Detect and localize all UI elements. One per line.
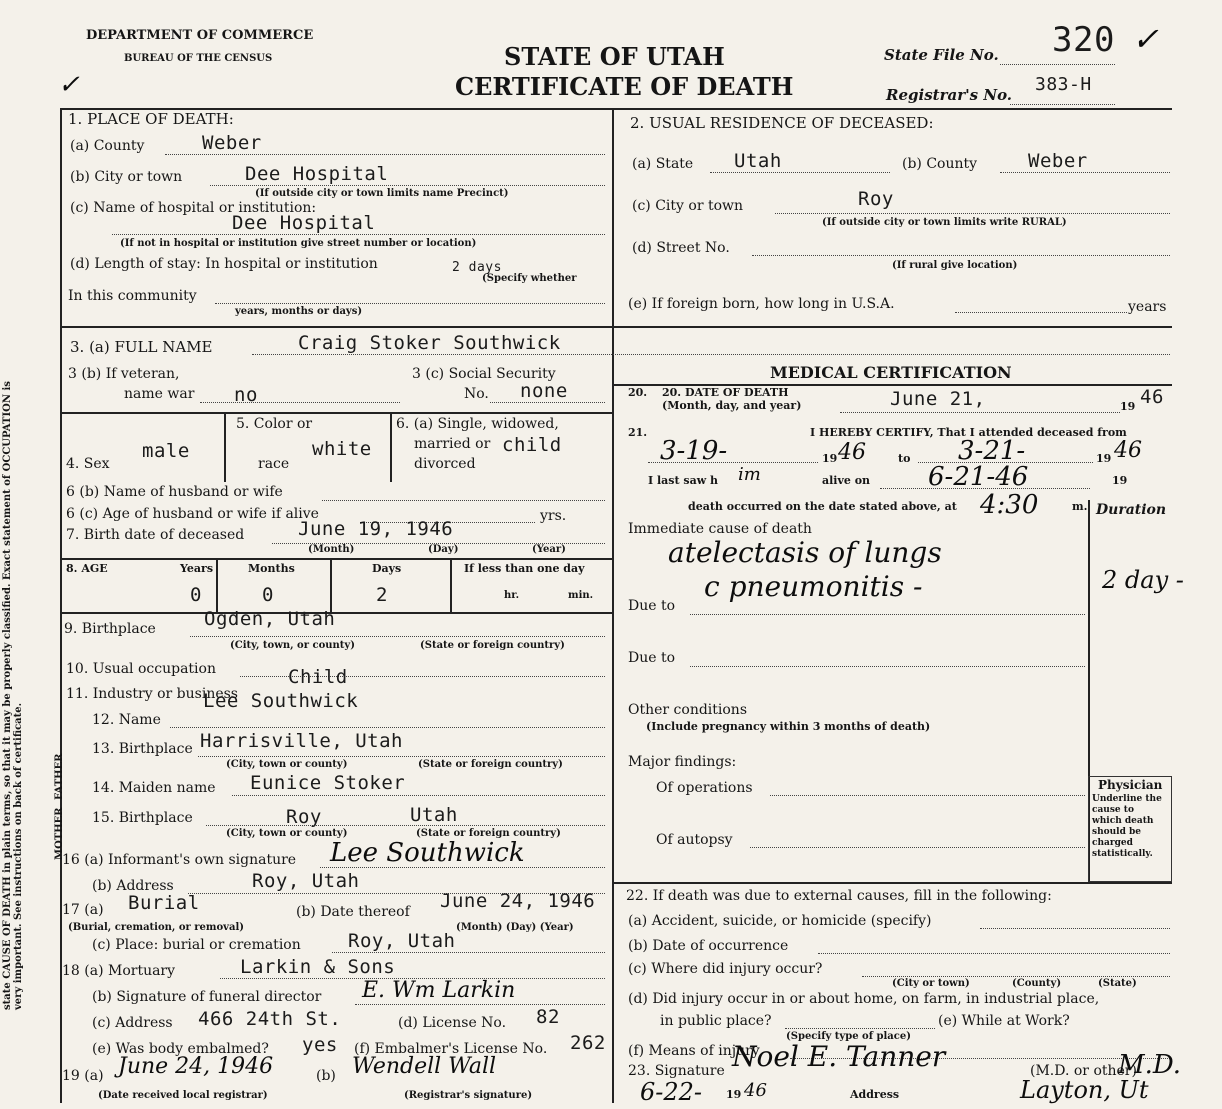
- mother-maiden-label: 14. Maiden name: [92, 780, 216, 796]
- physician-title: Physician: [1098, 778, 1163, 792]
- place-county-value: Weber: [202, 132, 262, 154]
- mortuary-address-label: (c) Address: [92, 1015, 173, 1031]
- autopsy-label: Of autopsy: [656, 832, 733, 848]
- age-label: 8. AGE: [66, 562, 108, 575]
- side-line-2: very important. See instructions on back of certificate.: [13, 702, 24, 1010]
- due-to-2-label: Due to: [628, 650, 676, 666]
- industry-label: 11. Industry or business: [66, 686, 238, 702]
- external-c-city: (City or town): [892, 978, 970, 989]
- cause-line-2: c pneumonitis -: [704, 570, 923, 603]
- residence-city-label: (c) City or town: [632, 198, 744, 214]
- veteran-value: no: [234, 384, 258, 406]
- residence-county-value: Weber: [1028, 150, 1088, 172]
- to-label: to: [898, 452, 911, 465]
- age-months-value: 0: [262, 584, 274, 606]
- external-d2: in public place?: [660, 1013, 772, 1029]
- father-tag: FATHER: [54, 753, 65, 800]
- cert-number: 21.: [628, 426, 648, 439]
- birthplace-note-2: (State or foreign country): [420, 640, 565, 651]
- last-saw-label: I last saw h: [648, 474, 719, 487]
- sex-value: male: [142, 440, 190, 462]
- spouse-age-label: 6 (c) Age of husband or wife if alive: [66, 506, 319, 522]
- color-value: white: [312, 438, 372, 460]
- birth-date-value: June 19, 1946: [298, 518, 454, 540]
- attended-to: 3-21-: [958, 436, 1026, 466]
- spouse-label: 6 (b) Name of husband or wife: [66, 484, 283, 500]
- occupation-label: 10. Usual occupation: [66, 661, 216, 677]
- last-saw-him: im: [738, 464, 761, 485]
- registrar-label: Registrar's No.: [886, 86, 1013, 104]
- external-c-county: (County): [1012, 978, 1062, 989]
- mother-bp-note-1: (City, town or county): [226, 828, 348, 839]
- director-signature: E. Wm Larkin: [362, 978, 516, 1003]
- burial-place-value: Roy, Utah: [348, 930, 456, 952]
- registrar-sig-b: (b): [316, 1068, 336, 1084]
- birthplace-value: Ogden, Utah: [204, 608, 336, 630]
- yrs-label: yrs.: [540, 508, 567, 524]
- age-days-label: Days: [372, 562, 402, 575]
- mortuary-address-value: 466 24th St.: [198, 1008, 342, 1030]
- burial-date-label: (b) Date thereof: [296, 904, 410, 920]
- director-label: (b) Signature of funeral director: [92, 989, 322, 1005]
- place-community-label: In this community: [68, 288, 197, 304]
- informant-signature-label: 16 (a) Informant's own signature: [62, 852, 297, 868]
- time-m: m.: [1072, 500, 1088, 513]
- mother-bp-state: Utah: [410, 804, 458, 826]
- color-label-1: 5. Color or: [236, 416, 313, 432]
- place-stay-note: (Specify whether: [482, 273, 577, 284]
- physician-date-year: 46: [744, 1080, 767, 1101]
- mother-tag: MOTHER: [54, 807, 65, 860]
- place-county-label: (a) County: [70, 138, 145, 154]
- cause-duration: 2 day -: [1102, 566, 1184, 594]
- father-name-label: 12. Name: [92, 712, 161, 728]
- side-instructions: [2, 110, 36, 1010]
- to-century: 19: [1096, 452, 1112, 465]
- place-city-value: Dee Hospital: [245, 163, 389, 185]
- side-instruction-line: [2, 381, 24, 1010]
- father-bp-note-2: (State or foreign country): [418, 759, 563, 770]
- hr-label: hr.: [504, 590, 520, 601]
- dod-note: (Month, day, and year): [662, 399, 802, 412]
- external-d: (d) Did injury occur in or about home, on farm, in industrial place,: [628, 991, 1100, 1007]
- marital-label-3: divorced: [414, 456, 476, 472]
- mortuary-label: 18 (a) Mortuary: [62, 963, 176, 979]
- burial-method-note: (Burial, cremation, or removal): [68, 922, 244, 933]
- external-d-note: (Specify type of place): [786, 1031, 911, 1042]
- ss-value: none: [520, 380, 568, 402]
- physician-date-century: 19: [726, 1088, 742, 1101]
- medical-title: MEDICAL CERTIFICATION: [770, 363, 1012, 382]
- dept-label: DEPARTMENT OF COMMERCE: [86, 28, 314, 43]
- place-stay-value: 2 days: [452, 260, 502, 275]
- burial-date-note: (Month) (Day) (Year): [456, 922, 574, 933]
- place-city-note: (If outside city or town limits name Precinct): [255, 188, 509, 199]
- attended-from-year: 46: [838, 440, 866, 465]
- external-b: (b) Date of occurrence: [628, 938, 789, 954]
- residence-years-label: years: [1128, 299, 1167, 315]
- cert-text: I HEREBY CERTIFY, That I attended deceased from: [810, 426, 1127, 439]
- place-hospital-note: (If not in hospital or institution give street number or location): [120, 238, 477, 249]
- physician-signature-label: 23. Signature: [628, 1063, 725, 1079]
- birth-month-note: (Month): [308, 544, 355, 555]
- immediate-cause-label: Immediate cause of death: [628, 521, 812, 537]
- state-file-label: State File No.: [884, 46, 999, 64]
- state-title: STATE OF UTAH: [504, 42, 725, 71]
- md-value: M.D.: [1118, 1050, 1182, 1080]
- place-community-note: years, months or days): [235, 306, 363, 317]
- residence-title: 2. USUAL RESIDENCE OF DECEASED:: [630, 114, 934, 132]
- embalmer-license-label: (f) Embalmer's License No.: [354, 1041, 548, 1057]
- residence-state-label: (a) State: [632, 156, 694, 172]
- residence-street-note: (If rural give location): [892, 260, 1018, 271]
- from-century: 19: [822, 452, 838, 465]
- occupation-value: Child: [288, 666, 348, 688]
- death-time: 4:30: [980, 490, 1039, 520]
- external-c-state: (State): [1098, 978, 1137, 989]
- duration-header: Duration: [1096, 502, 1167, 518]
- physician-signature: Noel E. Tanner: [732, 1040, 946, 1073]
- dod-year: 46: [1140, 386, 1164, 408]
- death-occurred-label: death occurred on the date stated above, at: [688, 500, 957, 513]
- age-days-value: 2: [376, 584, 388, 606]
- ss-label-2: No.: [464, 386, 489, 402]
- father-birthplace-value: Harrisville, Utah: [200, 730, 403, 752]
- embalmer-license-value: 262: [570, 1032, 606, 1054]
- ss-label-1: 3 (c) Social Security: [412, 366, 556, 382]
- registrar-date-note: (Date received local registrar): [98, 1090, 268, 1101]
- informant-address-label: (b) Address: [92, 878, 174, 894]
- physician-date: 6-22-: [640, 1078, 703, 1106]
- other-conditions-label: Other conditions: [628, 702, 748, 718]
- place-title: 1. PLACE OF DEATH:: [68, 110, 234, 128]
- color-label-2: race: [258, 456, 290, 472]
- cause-line-1: atelectasis of lungs: [668, 536, 942, 569]
- birth-year-note: (Year): [532, 544, 566, 555]
- attended-from: 3-19-: [660, 436, 728, 466]
- mortuary-value: Larkin & Sons: [240, 956, 396, 978]
- informant-address-value: Roy, Utah: [252, 870, 360, 892]
- place-city-label: (b) City or town: [70, 169, 183, 185]
- alive-century: 19: [1112, 474, 1128, 487]
- veteran-label-1: 3 (b) If veteran,: [68, 366, 180, 382]
- burial-place-label: (c) Place: burial or cremation: [92, 937, 301, 953]
- birth-day-note: (Day): [428, 544, 459, 555]
- full-name-value: Craig Stoker Southwick: [298, 332, 561, 354]
- father-name-value: Lee Southwick: [203, 690, 359, 712]
- mother-birthplace-label: 15. Birthplace: [92, 810, 193, 826]
- burial-method-value: Burial: [128, 892, 200, 914]
- alive-on-label: alive on: [822, 474, 871, 487]
- physician-note: Underline the cause to which death should be charged statistically.: [1092, 794, 1162, 859]
- place-hospital-value: Dee Hospital: [232, 212, 376, 234]
- residence-state-value: Utah: [734, 150, 782, 172]
- dod-value: June 21,: [890, 388, 986, 410]
- other-conditions-note: (Include pregnancy within 3 months of death): [646, 720, 931, 733]
- informant-signature: Lee Southwick: [330, 838, 525, 868]
- attended-to-year: 46: [1114, 438, 1142, 463]
- age-years-label: Years: [180, 562, 214, 575]
- sex-label: 4. Sex: [66, 456, 110, 472]
- mother-maiden-value: Eunice Stoker: [250, 772, 406, 794]
- residence-city-note: (If outside city or town limits write RURAL): [822, 217, 1067, 228]
- burial-date-value: June 24, 1946: [440, 890, 596, 912]
- license-label: (d) License No.: [398, 1015, 507, 1031]
- external-e: (e) While at Work?: [938, 1013, 1070, 1029]
- registrar-number: 383-H: [1035, 74, 1092, 95]
- age-years-value: 0: [190, 584, 202, 606]
- place-hospital-label: (c) Name of hospital or institution:: [70, 200, 317, 216]
- registrar-date-label: 19 (a): [62, 1068, 104, 1084]
- father-birthplace-label: 13. Birthplace: [92, 741, 193, 757]
- side-line-1: state CAUSE OF DEATH in plain terms, so that it may be properly classified. Exact statement of OCCUPATION is: [2, 381, 13, 1010]
- registrar-date-value: June 24, 1946: [118, 1054, 274, 1079]
- father-bp-note-1: (City, town or county): [226, 759, 348, 770]
- license-value: 82: [536, 1006, 560, 1028]
- registrar-signature: Wendell Wall: [352, 1054, 497, 1079]
- residence-city-value: Roy: [858, 188, 894, 210]
- marital-label-2: married or: [414, 436, 491, 452]
- embalmed-label: (e) Was body embalmed?: [92, 1041, 269, 1057]
- dod-century: 19: [1120, 400, 1136, 413]
- birth-date-label: 7. Birth date of deceased: [66, 527, 245, 543]
- bureau-label: BUREAU OF THE CENSUS: [124, 53, 273, 64]
- external-f: (f) Means of injury: [628, 1043, 760, 1059]
- residence-street-label: (d) Street No.: [632, 240, 730, 256]
- embalmed-value: yes: [302, 1034, 338, 1056]
- age-less-label: If less than one day: [464, 562, 585, 575]
- min-label: min.: [568, 590, 594, 601]
- veteran-label-2: name war: [124, 386, 195, 402]
- age-months-label: Months: [248, 562, 295, 575]
- external-a: (a) Accident, suicide, or homicide (specify): [628, 913, 932, 929]
- birthplace-label: 9. Birthplace: [64, 621, 156, 637]
- operations-label: Of operations: [656, 780, 753, 796]
- burial-label: 17 (a): [62, 902, 104, 918]
- external-c: (c) Where did injury occur?: [628, 961, 823, 977]
- external-title: 22. If death was due to external causes, fill in the following:: [626, 888, 1052, 904]
- alive-on-value: 6-21-46: [928, 462, 1029, 492]
- due-to-1-label: Due to: [628, 598, 676, 614]
- md-label: (M.D. or other): [1030, 1063, 1137, 1079]
- dod-label-num: 20.: [628, 386, 648, 399]
- mother-bp-note-2: (State or foreign country): [416, 828, 561, 839]
- mother-bp-city: Roy: [286, 806, 322, 828]
- registrar-sig-note: (Registrar's signature): [404, 1090, 533, 1101]
- state-file-number: 320: [1052, 20, 1115, 60]
- corner-check: ✓: [58, 70, 80, 100]
- residence-foreign-label: (e) If foreign born, how long in U.S.A.: [628, 296, 895, 312]
- dod-label: 20. DATE OF DEATH: [662, 386, 789, 399]
- place-stay-label: (d) Length of stay: In hospital or institution: [70, 256, 378, 272]
- certificate-title: CERTIFICATE OF DEATH: [455, 72, 794, 101]
- major-findings-label: Major findings:: [628, 754, 737, 770]
- marital-label-1: 6. (a) Single, widowed,: [396, 416, 559, 432]
- physician-address-label: Address: [850, 1088, 900, 1101]
- check-mark: ✓: [1132, 20, 1159, 58]
- marital-value: child: [502, 434, 562, 456]
- full-name-label: 3. (a) FULL NAME: [70, 338, 213, 356]
- residence-county-label: (b) County: [902, 156, 978, 172]
- birthplace-note-1: (City, town, or county): [230, 640, 355, 651]
- physician-address: Layton, Ut: [1020, 1076, 1149, 1104]
